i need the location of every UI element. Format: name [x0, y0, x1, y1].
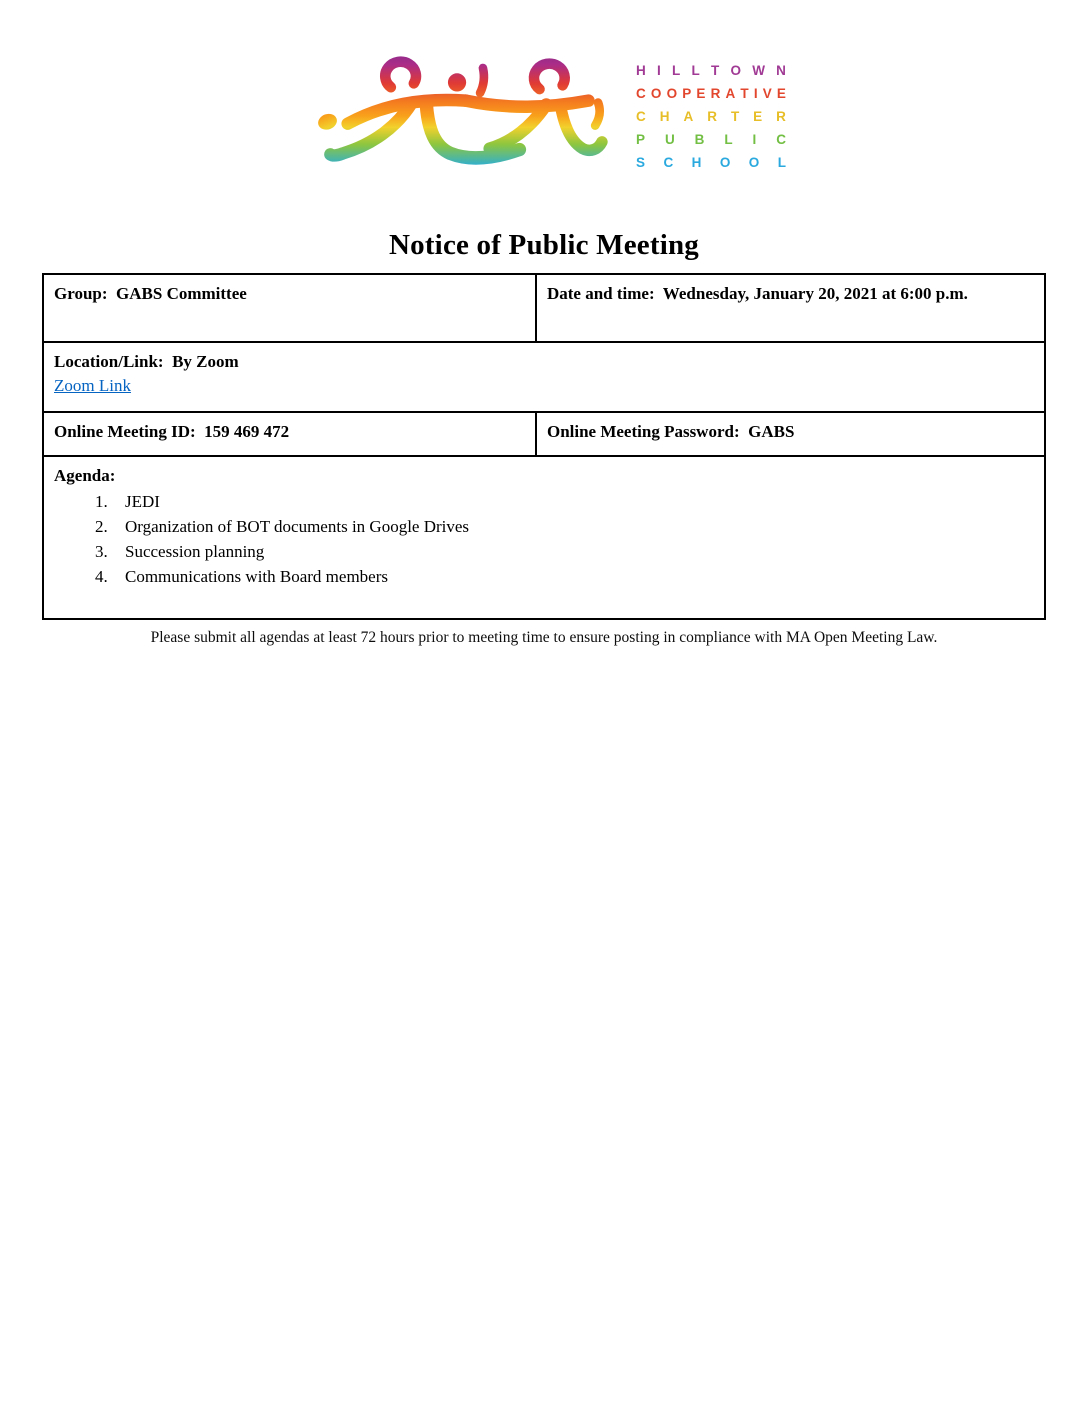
logo-text-line: H I L L T O W N [636, 62, 786, 78]
agenda-label: Agenda: [54, 466, 116, 485]
group-text: Group: GABS Committee [54, 284, 247, 303]
group-cell [43, 274, 536, 342]
school-logo [0, 45, 1088, 187]
agenda-item: 3. Succession planning [112, 540, 1034, 564]
date-time-text: Date and time: Wednesday, January 20, 2021 at 6:00 p.m. [546, 284, 968, 303]
logo-school-name [636, 59, 786, 174]
logo-text-line: C O O P E R A T I V E [636, 85, 786, 101]
meeting-id-cell [43, 412, 536, 456]
agenda-list [54, 490, 1034, 589]
footer-note: Please submit all agendas at least 72 hours prior to meeting time to ensure posting in compliance with MA Open Meeting Law. [150, 629, 938, 646]
logo-text-line: C H A R T E R [636, 108, 786, 124]
agenda-cell [43, 456, 1045, 619]
zoom-link[interactable]: Zoom Link [54, 376, 131, 395]
meeting-password-cell [536, 412, 1045, 456]
date-time-cell [536, 274, 1045, 342]
meeting-id-text: Online Meeting ID: 159 469 472 [54, 422, 290, 441]
agenda-item: 4. Communications with Board members [112, 565, 1034, 589]
page-title: Notice of Public Meeting [388, 229, 700, 261]
meeting-password-text: Online Meeting Password: GABS [546, 422, 795, 441]
dancing-children-rainbow-icon [302, 45, 614, 187]
agenda-item: 1. JEDI [112, 490, 1034, 514]
logo-text-line: P U B L I C [636, 131, 786, 147]
agenda-item: 2. Organization of BOT documents in Google Drives [112, 515, 1034, 539]
location-text: Location/Link: By Zoom [54, 352, 239, 371]
logo-text-line: S C H O O L [636, 154, 786, 170]
meeting-info-table [42, 273, 1046, 620]
location-cell [43, 342, 1045, 412]
